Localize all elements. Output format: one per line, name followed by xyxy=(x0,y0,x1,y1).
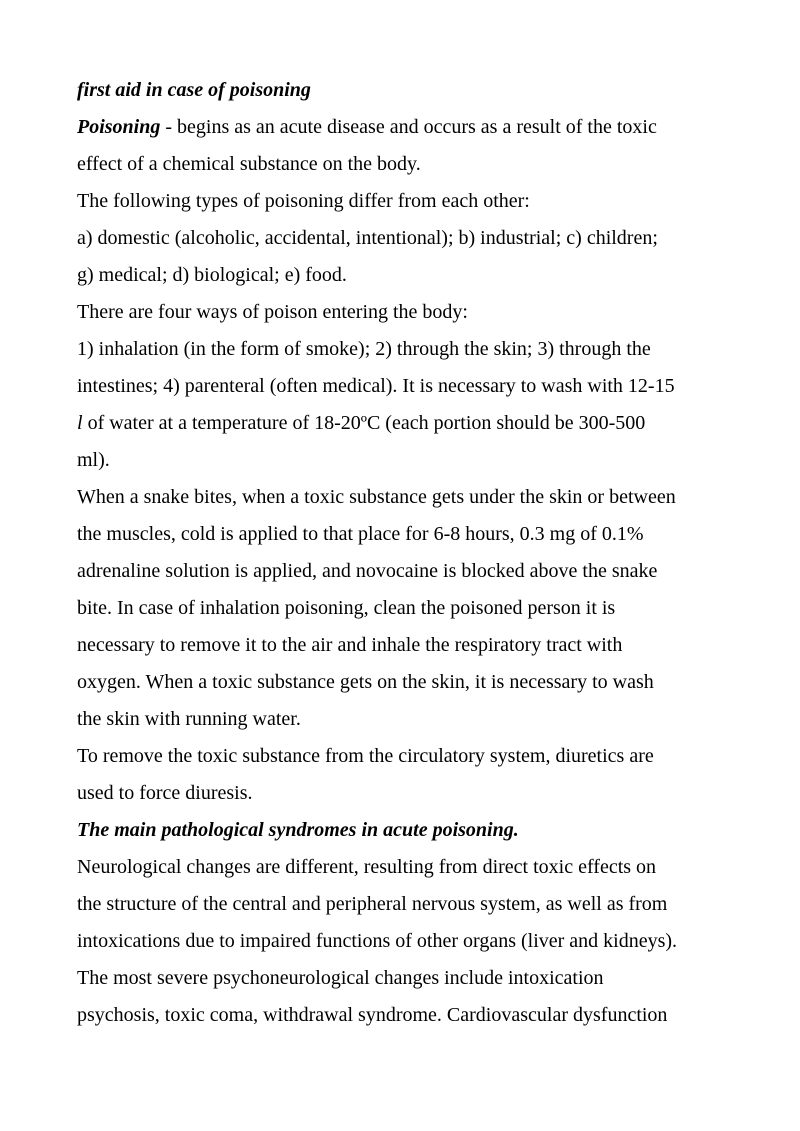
paragraph-line: the structure of the central and peripheral nervous system, as well as from xyxy=(77,893,668,915)
term-poisoning: Poisoning xyxy=(77,116,161,138)
paragraph-line: psychosis, toxic coma, withdrawal syndrome. Cardiovascular dysfunction xyxy=(77,1004,668,1026)
unit-litre: l xyxy=(77,412,83,434)
section-heading: The main pathological syndromes in acute poisoning. xyxy=(77,819,519,841)
paragraph-line: necessary to remove it to the air and inhale the respiratory tract with xyxy=(77,634,623,656)
paragraph-line: a) domestic (alcoholic, accidental, intentional); b) industrial; c) children; xyxy=(77,227,658,249)
paragraph-line: The most severe psychoneurological changes include intoxication xyxy=(77,967,604,989)
paragraph-line: 1) inhalation (in the form of smoke); 2) through the skin; 3) through the xyxy=(77,338,651,360)
paragraph-line: intoxications due to impaired functions of other organs (liver and kidneys). xyxy=(77,930,678,952)
paragraph-line: effect of a chemical substance on the body. xyxy=(77,153,421,175)
paragraph-line: To remove the toxic substance from the circulatory system, diuretics are xyxy=(77,745,654,767)
paragraph-line: the muscles, cold is applied to that place for 6-8 hours, 0.3 mg of 0.1% xyxy=(77,523,644,545)
document-title: first aid in case of poisoning xyxy=(77,79,311,101)
paragraph-line: used to force diuresis. xyxy=(77,782,253,804)
paragraph-line: intestines; 4) parenteral (often medical). It is necessary to wash with 12-15 xyxy=(77,375,675,397)
paragraph-line xyxy=(77,405,727,442)
paragraph-line: oxygen. When a toxic substance gets on the skin, it is necessary to wash xyxy=(77,671,654,693)
paragraph-line: The following types of poisoning differ from each other: xyxy=(77,190,530,212)
paragraph-line: the skin with running water. xyxy=(77,708,301,730)
document-page xyxy=(77,72,727,1034)
paragraph-line: bite. In case of inhalation poisoning, clean the poisoned person it is xyxy=(77,597,616,619)
paragraph-line: g) medical; d) biological; e) food. xyxy=(77,264,347,286)
paragraph-line: There are four ways of poison entering the body: xyxy=(77,301,468,323)
paragraph-line: adrenaline solution is applied, and novocaine is blocked above the snake xyxy=(77,560,658,582)
paragraph-line: Neurological changes are different, resulting from direct toxic effects on xyxy=(77,856,657,878)
text-span: of water at a temperature of 18-20ºC (each portion should be 300-500 xyxy=(82,412,646,434)
text-span: - begins as an acute disease and occurs as a result of the toxic xyxy=(160,116,657,138)
paragraph-line: ml). xyxy=(77,449,110,471)
paragraph-line xyxy=(77,109,727,146)
paragraph-line: When a snake bites, when a toxic substance gets under the skin or between xyxy=(77,486,676,508)
